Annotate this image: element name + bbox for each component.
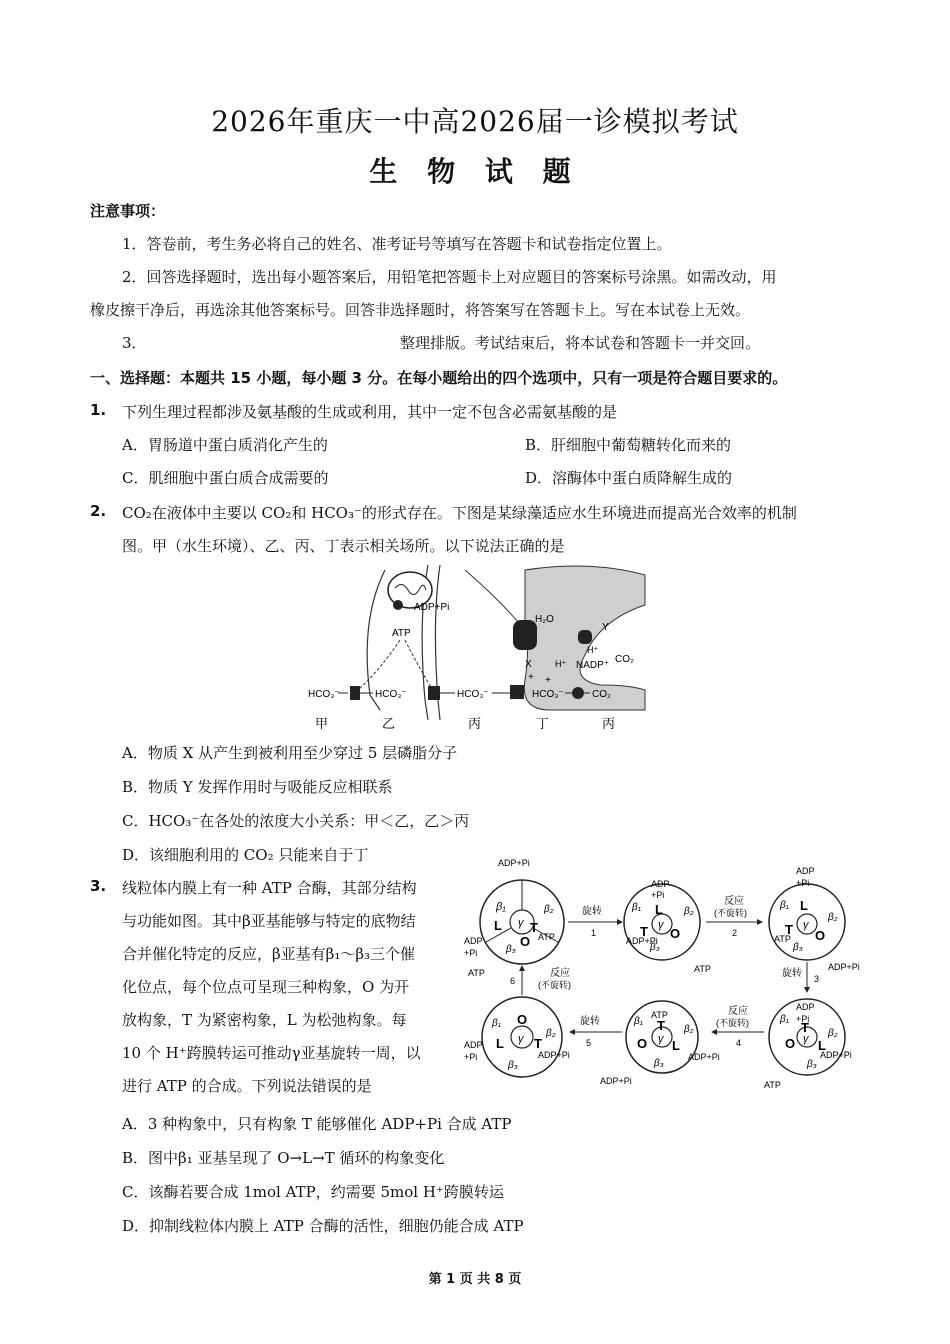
hco3-transporter-1 [350, 686, 360, 700]
fig3-l-s5: L [672, 1038, 680, 1053]
photosystem-ii [513, 620, 537, 650]
fig2-h2o: H₂O [535, 614, 554, 625]
fig2-y: Y [602, 622, 609, 633]
q3-number: 3. [90, 877, 107, 895]
fig3-step-4: 4 [736, 1038, 742, 1048]
fig3-t-s2: T [640, 924, 648, 939]
q1-option-a: A．胃肠道中蛋白质消化产生的 [122, 436, 328, 454]
enzyme-state-4 [769, 999, 845, 1075]
fig3-react-2: 反应 [724, 896, 744, 907]
fig3-adp-pi-s6: ADP+Pi [538, 1050, 570, 1060]
q1-stem: 下列生理过程都涉及氨基酸的生成或利用，其中一定不包含必需氨基酸的是 [122, 403, 618, 421]
enzyme-state-1 [480, 880, 564, 964]
fig2-atp: ATP [392, 628, 411, 639]
q3-option-a: A．3 种构象中，只有构象 T 能够催化 ADP+Pi 合成 ATP [122, 1115, 512, 1133]
fig3-step-6: 6 [510, 976, 516, 986]
fig3-no-rotate-2: (不旋转) [714, 908, 747, 918]
atp-synthase-figure [462, 852, 872, 1097]
fig2-hco3-yi: HCO₃⁻ [375, 689, 407, 700]
fig3-b2-s1: β₂ [544, 904, 554, 915]
fig3-step-5: 5 [586, 1038, 592, 1048]
q2-option-a: A．物质 X 从产生到被利用至少穿过 5 层磷脂分子 [122, 744, 458, 762]
fig3-l-s4: L [818, 1038, 826, 1053]
fig3-pi-s2: +Pi [651, 890, 665, 900]
fig3-atp-s5: ATP [651, 1010, 668, 1020]
fig2-plus-1: + [528, 672, 534, 683]
fig3-step-3: 3 [814, 974, 820, 984]
q3-option-d: D．抑制线粒体内膜上 ATP 合酶的活性，细胞仍能合成 ATP [122, 1217, 524, 1235]
fig3-adp-pi-s2: ADP+Pi [626, 936, 658, 946]
fig2-hplus-1: H⁺ [587, 645, 599, 655]
exam-title: 2026年重庆一中高2026届一诊模拟考试 [211, 105, 739, 138]
q3-stem-line1: 线粒体内膜上有一种 ATP 合酶，其部分结构 [122, 879, 417, 897]
fig3-atp-s1: ATP [538, 932, 555, 942]
q1-option-c: C．肌细胞中蛋白质合成需要的 [122, 469, 329, 487]
fig3-adp-pi-in-5: ADP+Pi [600, 1076, 632, 1086]
subject-title: 生 物 试 题 [369, 155, 581, 188]
notice-heading: 注意事项： [90, 202, 166, 220]
q1-option-b: B．肝细胞中葡萄糖转化而来的 [525, 436, 732, 454]
fig3-l-s3: L [800, 898, 808, 913]
fig3-adp-s3: ADP [796, 866, 815, 876]
fig3-adp-pi-in-1: ADP+Pi [498, 858, 530, 868]
q3-option-c: C．该酶若要合成 1mol ATP，约需要 5mol H⁺跨膜转运 [122, 1183, 504, 1201]
fig3-o-s2: O [670, 926, 681, 941]
fig3-l-s1: L [494, 918, 502, 933]
fig2-hco3-bing: HCO₃⁻ [457, 689, 489, 700]
fig2-co2-top: CO₂ [615, 654, 634, 665]
q2-stem-line2: 图。甲（水生环境）、乙、丙、丁表示相关场所。以下说法正确的是 [122, 537, 565, 555]
fig3-pi-s4: +Pi [796, 1014, 810, 1024]
fig3-step-2: 2 [732, 928, 738, 938]
fig2-adp-pi: ADP+Pi [414, 602, 450, 613]
fig3-rotate-5: 旋转 [580, 1016, 600, 1027]
fig2-co2-bottom: CO₂ [592, 689, 611, 700]
fig3-t-s5: T [657, 1018, 665, 1033]
q2-option-b: B．物质 Y 发挥作用时与吸能反应相联系 [122, 778, 393, 796]
fig3-b2-s3: β₂ [828, 912, 838, 923]
fig2-plus-2: + [545, 675, 551, 686]
fig3-atp-out-s4: ATP [764, 1080, 781, 1090]
fig3-no-rotate-4: (不旋转) [716, 1018, 749, 1028]
fig3-b1-s6: β₁ [492, 1018, 501, 1029]
fig3-b2-s2: β₂ [684, 906, 694, 917]
fig2-label-bing-1: 丙 [468, 716, 482, 731]
fig3-b1-s2: β₁ [632, 902, 641, 913]
fig2-label-yi: 乙 [382, 716, 396, 731]
fig3-b2-s6: β₂ [546, 1028, 556, 1039]
fig3-b2-s5: β₂ [684, 1024, 694, 1035]
section-heading: 一、选择题：本题共 15 小题，每小题 3 分。在每小题给出的四个选项中，只有一项是符合题目要求的。 [90, 369, 788, 387]
fig3-o-s5: O [637, 1036, 648, 1051]
fig3-adp-s2: ADP [651, 879, 670, 889]
fig3-l-s2: L [655, 902, 663, 917]
fig3-gamma-s1: γ [518, 917, 524, 929]
fig3-t-s3: T [785, 922, 793, 937]
q2-option-d: D．该细胞利用的 CO₂ 只能来自于丁 [122, 846, 369, 864]
algae-mechanism-figure [300, 560, 650, 740]
q3-stem-line2: 与功能如图。其中β亚基能够与特定的底物结 [122, 912, 416, 930]
fig3-o-s6: O [517, 1012, 528, 1027]
q2-number: 2. [90, 502, 107, 520]
cell-membrane-3 [465, 570, 525, 630]
notice-item-2-line2: 橡皮擦干净后，再选涂其他答案标号。回答非选择题时，将答案写在答题卡上。写在本试卷上无效。 [90, 301, 751, 319]
fig3-o-s4: O [785, 1036, 796, 1051]
atp-synthase-mito [393, 600, 403, 610]
fig3-o-s1: O [520, 934, 531, 949]
fig2-hco3-jia: HCO₃⁻ [308, 689, 340, 700]
fig3-gamma-s4: γ [803, 1033, 809, 1045]
fig3-gamma-s5: γ [658, 1033, 664, 1045]
enzyme-state-6 [482, 997, 562, 1077]
fig3-react-4: 反应 [728, 1006, 748, 1017]
fig3-pi-s6: +Pi [464, 1052, 478, 1062]
fig3-gamma-s3: γ [803, 919, 809, 931]
fig2-label-ding: 丁 [536, 716, 550, 731]
fig3-rotate-1: 旋转 [582, 906, 602, 917]
fig3-b3-s1: β₃ [506, 944, 516, 955]
fig2-hplus-2: H⁺ [555, 659, 567, 669]
atp-flow-1 [358, 640, 400, 690]
q3-stem-line7: 进行 ATP 的合成。下列说法错误的是 [122, 1077, 372, 1095]
q3-option-b: B．图中β₁ 亚基呈现了 O→L→T 循环的构象变化 [122, 1149, 445, 1167]
q1-number: 1. [90, 401, 107, 419]
fig3-rotate-3: 旋转 [782, 968, 802, 979]
fig3-step-1: 1 [591, 928, 597, 938]
fig3-react-6: 反应 [550, 968, 570, 979]
fig2-label-jia: 甲 [315, 716, 329, 731]
hco3-transporter-3 [510, 685, 524, 699]
fig3-no-rotate-6: (不旋转) [538, 980, 571, 990]
hco3-transporter-2 [428, 686, 440, 700]
q3-stem-line5: 放构象，T 为紧密构象，L 为松弛构象。每 [122, 1011, 407, 1029]
notice-item-1: 1．答卷前，考生务必将自己的姓名、准考证号等填写在答题卡和试卷指定位置上。 [122, 235, 672, 253]
fig3-b2-s4: β₂ [828, 1028, 838, 1039]
q3-stem-line4: 化位点，每个位点可呈现三种构象，O 为开 [122, 978, 410, 996]
notice-item-3-text: 整理排版。考试结束后，将本试卷和答题卡一并交回。 [400, 334, 761, 352]
fig2-nadp: NADP⁺ [576, 660, 610, 671]
fig2-hco3-ding: HCO₃⁻ [532, 689, 564, 700]
fig3-b1-s1: β₁ [496, 901, 506, 913]
fig3-b1-s3: β₁ [780, 900, 789, 911]
fig3-o-s3: O [815, 928, 826, 943]
fig3-pi-left: +Pi [464, 948, 478, 958]
q3-stem-line3: 合并催化特定的反应，β亚基有β₁～β₃三个催 [122, 945, 416, 963]
q1-option-d: D．溶酶体中蛋白质降解生成的 [525, 469, 733, 487]
fig3-adp-left: ADP [464, 936, 483, 946]
fig3-b1-s4: β₁ [780, 1014, 789, 1025]
fig3-b3-s2: β₃ [650, 942, 660, 953]
fig3-t-s4: T [801, 1020, 809, 1035]
nadp-reductase [578, 630, 592, 644]
fig3-gamma-s2: γ [658, 919, 664, 931]
fig3-t-s1: T [530, 920, 538, 935]
fig2-label-bing-2: 丙 [602, 716, 616, 731]
enzyme-state-2 [624, 879, 700, 960]
page-number: 第 1 页 共 8 页 [428, 1272, 522, 1287]
fig3-b3-s5: β₃ [654, 1058, 664, 1069]
notice-item-2-line1: 2．回答选择题时，选出每小题答案后，用铅笔把答题卡上对应题目的答案标号涂黑。如需改动，用 [122, 268, 777, 286]
fig3-adp-pi-s4: ADP+Pi [820, 1050, 852, 1060]
enzyme-state-3 [769, 866, 845, 960]
fig3-atp-out-s2: ATP [694, 964, 711, 974]
fig3-atp-out-s6: ATP [468, 968, 485, 978]
enzyme-state-5 [626, 1001, 698, 1073]
fig3-adp-s4: ADP [796, 1002, 815, 1012]
fig3-atp-s3: ATP [774, 934, 791, 944]
fig3-t-s6: T [534, 1036, 542, 1051]
fig3-b1-s5: β₁ [634, 1016, 643, 1027]
q2-option-c: C．HCO₃⁻在各处的浓度大小关系：甲＜乙，乙＞丙 [122, 812, 470, 830]
q3-stem-line6: 10 个 H⁺跨膜转运可推动γ亚基旋转一周，以 [122, 1044, 421, 1062]
fig3-adp-pi-s3: ADP+Pi [828, 962, 860, 972]
atp-flow-2 [405, 640, 433, 690]
fig3-gamma-s6: γ [518, 1033, 524, 1045]
carbonic-anhydrase [572, 687, 584, 699]
fig3-b3-s6: β₃ [508, 1060, 518, 1071]
fig3-pi-s3: +Pi [796, 878, 810, 888]
fig3-b3-s4: β₃ [807, 1059, 817, 1070]
fig3-adp-pi-s5: ADP+Pi [688, 1052, 720, 1062]
fig3-adp-s6: ADP [464, 1040, 483, 1050]
fig2-x: X [525, 659, 532, 670]
notice-item-3-num: 3． [122, 334, 147, 352]
fig3-l-s6: L [496, 1036, 504, 1051]
q2-stem-line1: CO₂在液体中主要以 CO₂和 HCO₃⁻的形式存在。下图是某绿藻适应水生环境进而提高光合效率的机制 [122, 504, 797, 522]
fig3-b3-s3: β₃ [793, 942, 803, 953]
